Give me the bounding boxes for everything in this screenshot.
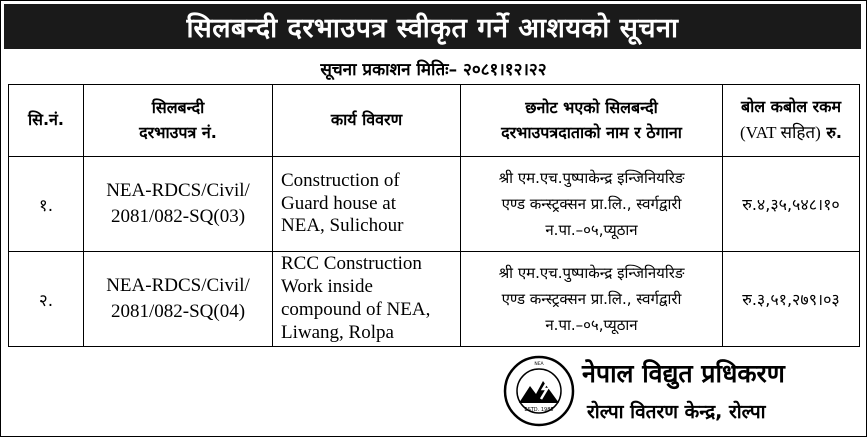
header-bid-amount-line2: [723, 120, 859, 146]
work-line: Work inside: [281, 276, 373, 298]
row-bid-amount: रु.४,३५,५४८।१०: [723, 157, 860, 252]
row-work-description: [273, 157, 461, 252]
bid-number-line2: 2081/082-SQ(03): [110, 206, 246, 227]
row-bidder: [461, 252, 723, 347]
bidder-line: एण्ड कन्स्ट्रक्सन प्रा.लि., स्वर्गद्वारी: [501, 194, 682, 213]
bid-number-line2: 2081/082-SQ(04): [110, 301, 246, 322]
bidder-line: श्री एम.एच.पुष्पाकेन्द्र इन्जिनियरिङ: [498, 168, 685, 187]
row-bid-amount: रु.३,५१,२७९।०३: [723, 252, 860, 347]
publication-date: सूचना प्रकाशन मितिः– २०८१।१२।२२: [320, 59, 547, 80]
work-line: compound of NEA,: [281, 299, 431, 320]
bidder-line: न.पा.–०५,प्यूठान: [545, 316, 638, 335]
notice-title: सिलबन्दी दरभाउपत्र स्वीकृत गर्ने आशयको सूचना: [4, 4, 861, 49]
row-serial-number: १.: [9, 157, 84, 252]
nepal-electricity-authority-emblem-icon: [503, 355, 575, 427]
svg-text:NEA: NEA: [534, 362, 544, 367]
row-bid-number: [84, 157, 273, 252]
table-header-row: [9, 85, 860, 157]
header-bidder-line2: दरभाउपत्रदाताको नाम र ठेगाना: [501, 122, 682, 142]
row-bid-number: [84, 252, 273, 347]
header-work-description: कार्य विवरण: [273, 85, 461, 157]
header-vat-note: (VAT सहित): [740, 122, 821, 142]
row-serial-number: २.: [9, 252, 84, 347]
work-line: NEA, Sulichour: [281, 215, 404, 237]
bid-number-line1: NEA-RDCS/Civil/: [106, 275, 250, 297]
work-line: Guard house at: [281, 192, 397, 214]
bid-number-line1: NEA-RDCS/Civil/: [106, 180, 250, 202]
header-currency-unit: रु.: [820, 122, 842, 142]
bidder-line: एण्ड कन्स्ट्रक्सन प्रा.लि., स्वर्गद्वारी: [501, 289, 682, 308]
bidder-line: न.पा.–०५,प्यूठान: [545, 221, 638, 240]
award-table: [8, 84, 860, 347]
header-bidder: [461, 85, 723, 157]
table-row: [9, 252, 860, 347]
bidder-line: श्री एम.एच.पुष्पाकेन्द्र इन्जिनियरिङ: [498, 263, 685, 282]
logo-estd-text: ESTD. 1985: [524, 407, 554, 413]
work-line: Liwang, Rolpa: [281, 321, 394, 343]
header-bidder-line1: छनोट भएको सिलबन्दी: [525, 97, 658, 117]
header-bid-amount-line1: बोल कबोल रकम: [740, 96, 842, 116]
header-bid-number-line2: दरभाउपत्र नं.: [139, 122, 217, 142]
header-bid-number: [84, 85, 273, 157]
row-work-description: [273, 252, 461, 347]
work-line: RCC Construction: [281, 253, 422, 275]
office-name: रोल्पा वितरण केन्द्र, रोल्पा: [587, 401, 766, 423]
header-bid-amount: [723, 85, 860, 157]
row-bidder: [461, 157, 723, 252]
organization-name: नेपाल विद्युत प्रधिकरण: [582, 359, 785, 388]
work-line: Construction of: [281, 169, 400, 191]
table-row: [9, 157, 860, 252]
header-serial-number: सि.नं.: [9, 85, 84, 157]
header-bid-number-line1: सिलबन्दी: [151, 97, 205, 117]
